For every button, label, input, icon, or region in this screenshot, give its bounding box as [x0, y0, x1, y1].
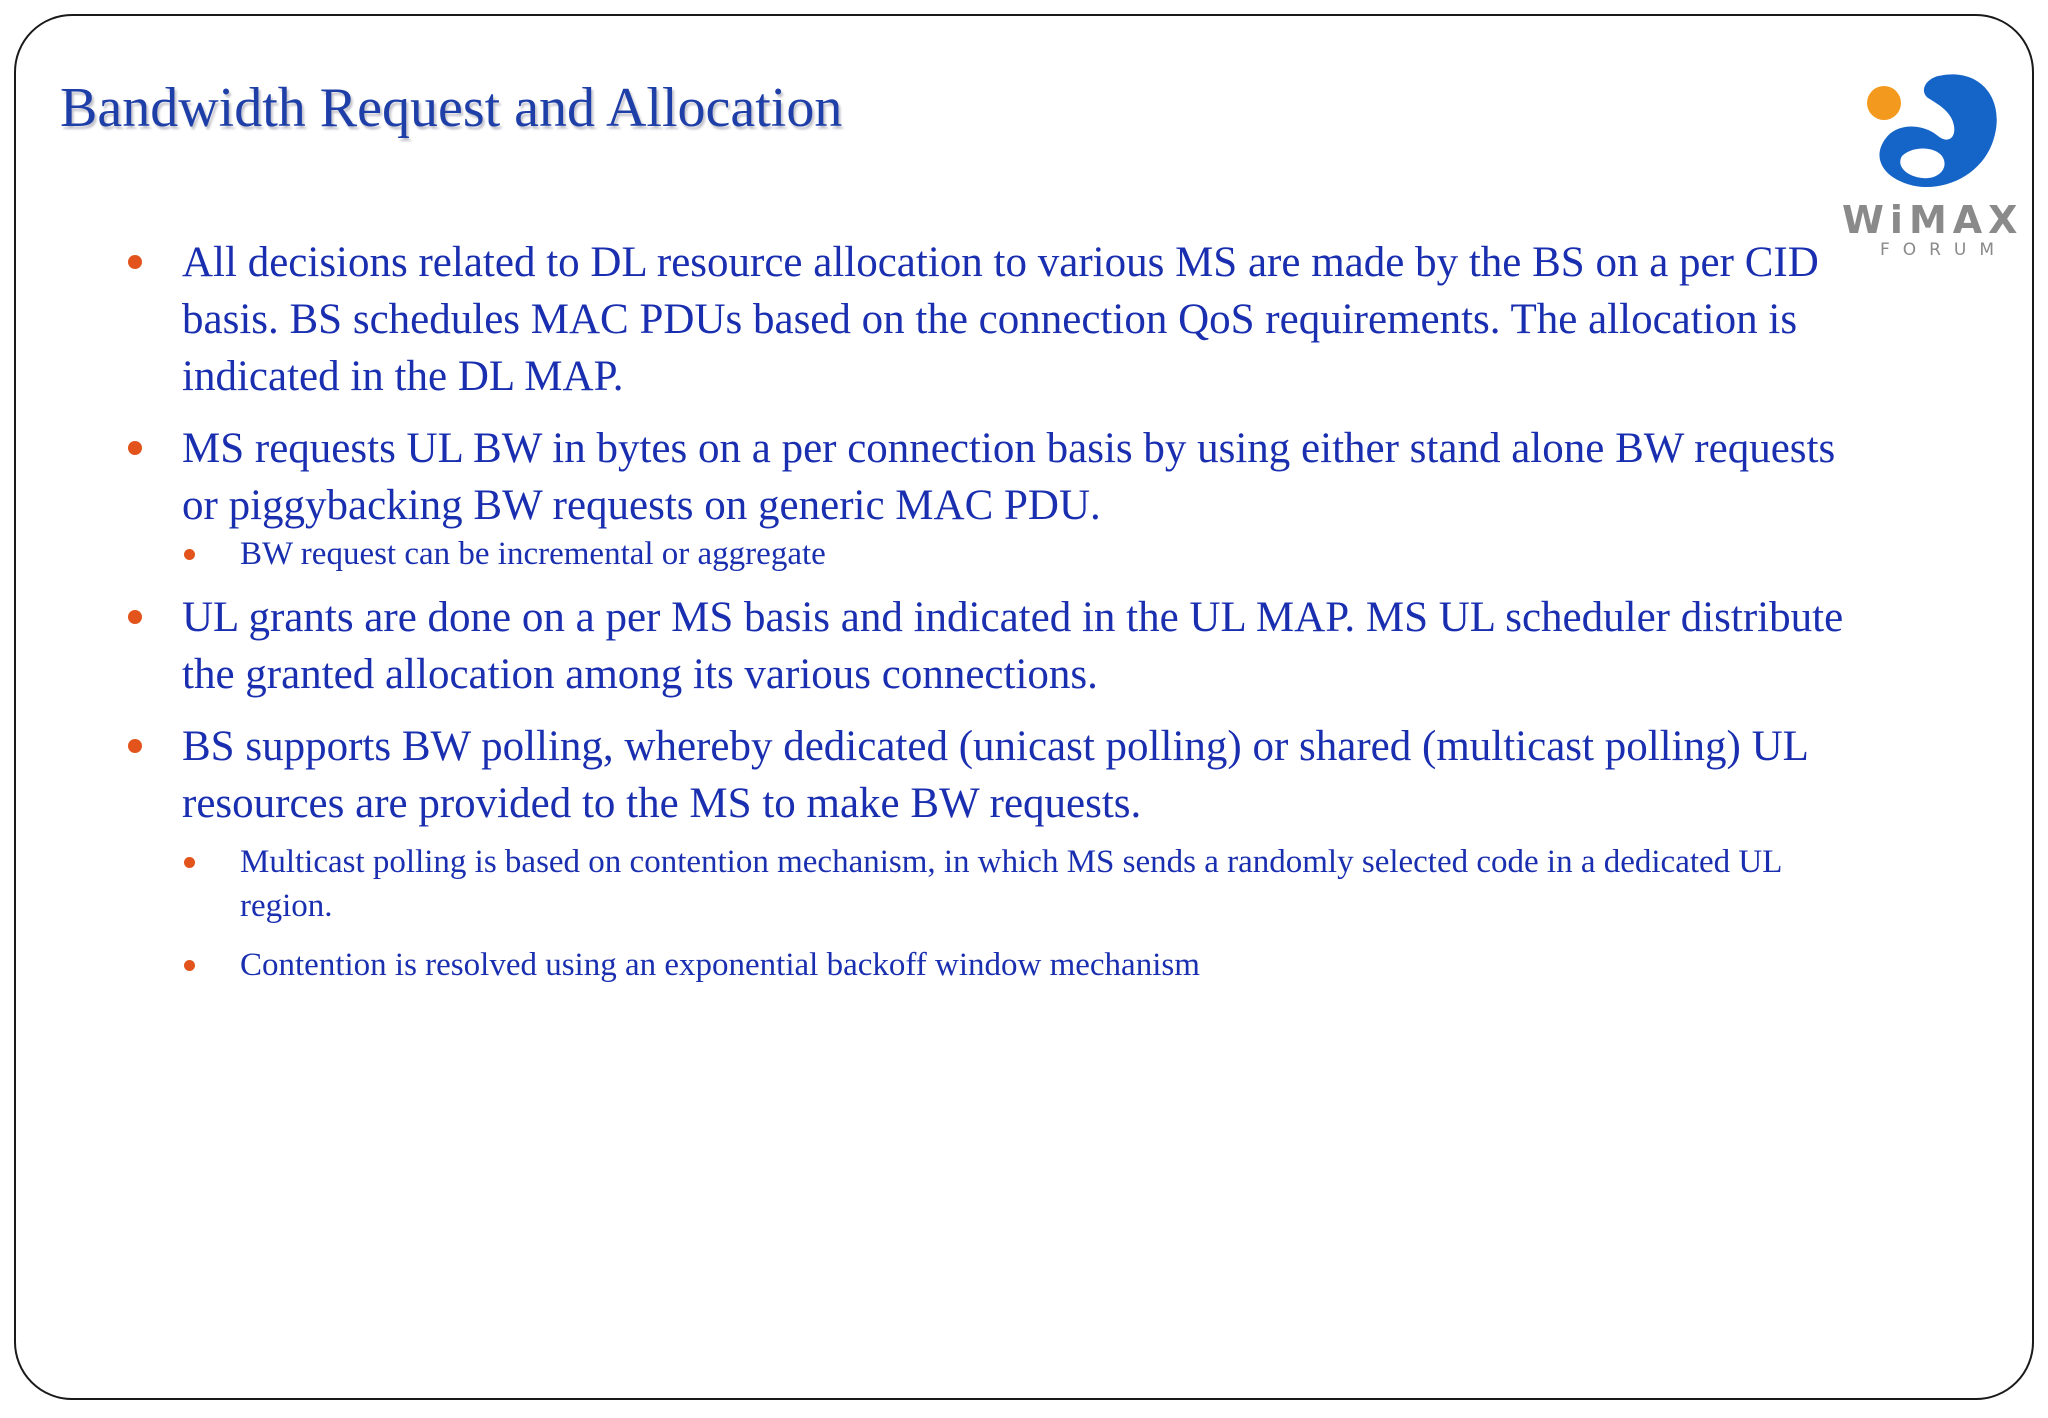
bullet-text: UL grants are done on a per MS basis and indicated in the UL MAP. MS UL scheduler distribute the granted allocation among its various connections. [182, 594, 1844, 698]
bullet-item [124, 420, 1844, 576]
sub-bullet-item [182, 943, 1844, 987]
logo-subword: FORUM [1879, 240, 2008, 260]
bullet-item [124, 718, 1844, 987]
slide-title: Bandwidth Request and Allocation [60, 77, 843, 139]
sub-bullet-item [182, 532, 1844, 576]
sub-bullet-list [182, 532, 1844, 576]
sub-bullet-text: Contention is resolved using an exponential backoff window mechanism [240, 947, 1200, 983]
sub-bullet-dot-icon [184, 549, 195, 560]
sub-bullet-text: Multicast polling is based on contention mechanism, in which MS sends a randomly selected code in a dedicated UL region. [240, 844, 1782, 924]
bullet-dot-icon [128, 610, 142, 624]
slide-frame [14, 14, 2034, 1400]
bullet-dot-icon [128, 739, 142, 753]
wimax-logo-mark-icon [1842, 72, 2017, 202]
bullet-list [124, 234, 1844, 1002]
bullet-dot-icon [128, 255, 142, 269]
sub-bullet-dot-icon [184, 857, 195, 868]
bullet-text: BS supports BW polling, whereby dedicated (unicast polling) or shared (multicast polling) UL resources are provided to the MS to make BW requests. [182, 723, 1808, 827]
sub-bullet-list [182, 840, 1844, 987]
bullet-text: All decisions related to DL resource allocation to various MS are made by the BS on a per CID basis. BS schedules MAC PDUs based on the connection QoS requirements. The allocation is indicated in the DL MAP. [182, 239, 1819, 400]
logo-word: WiMAX [1842, 198, 2024, 242]
wimax-forum-logo [1842, 72, 2024, 262]
sub-bullet-item [182, 840, 1844, 928]
sub-bullet-text: BW request can be incremental or aggregate [240, 536, 826, 572]
bullet-item [124, 234, 1844, 405]
bullet-text: MS requests UL BW in bytes on a per connection basis by using either stand alone BW requests or piggybacking BW requests on generic MAC PDU. [182, 425, 1836, 529]
sub-bullet-dot-icon [184, 960, 195, 971]
bullet-item [124, 589, 1844, 703]
bullet-dot-icon [128, 441, 142, 455]
